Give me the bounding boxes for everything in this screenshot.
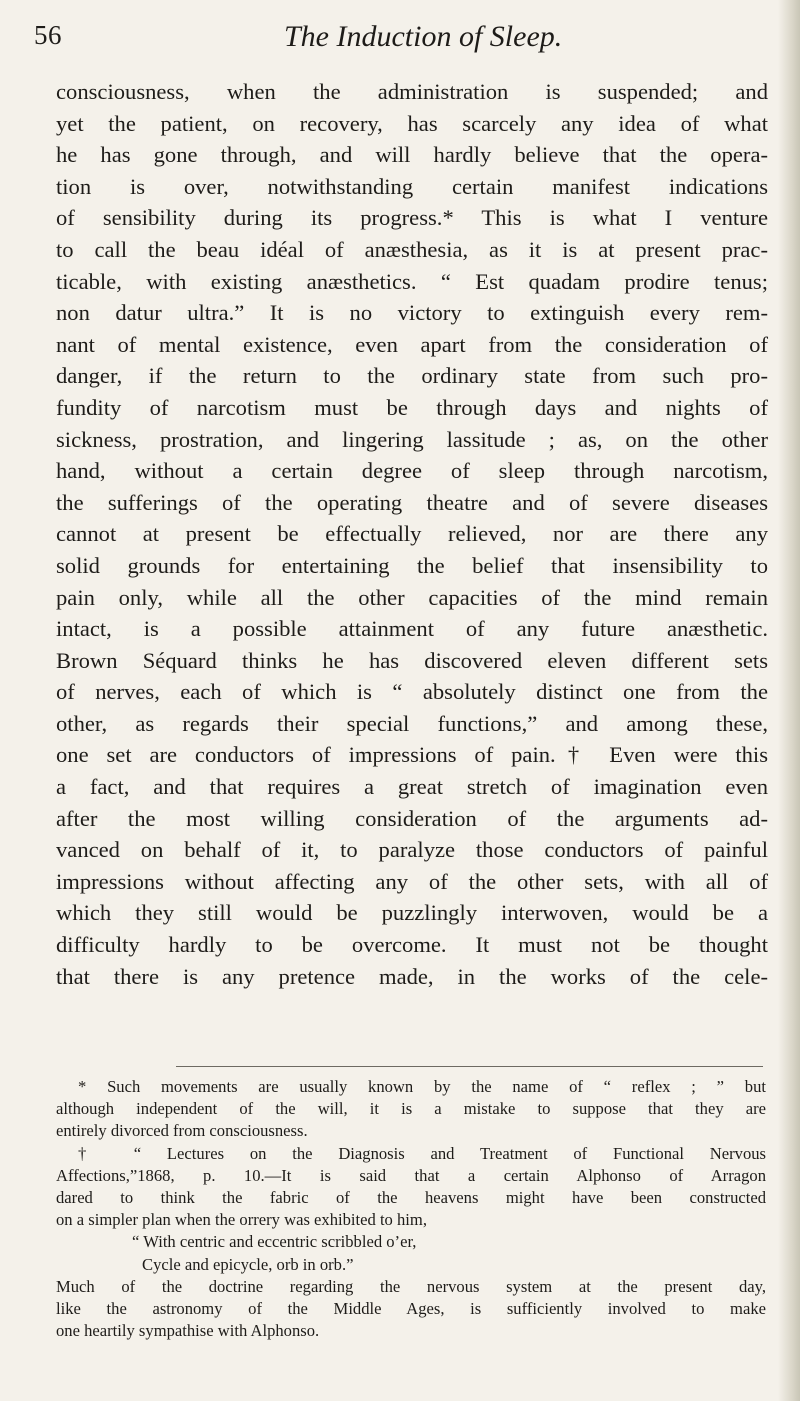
body-line: tion is over, notwithstanding certain manifest indications — [56, 173, 768, 199]
footnote-line: one heartily sympathise with Alphonso. — [56, 1321, 320, 1341]
body-line: solid grounds for entertaining the belief that insensibility to — [56, 552, 768, 578]
footnote-verse-line: “ With centric and eccentric scribbled o’er, — [132, 1232, 417, 1252]
body-line: the sufferings of the operating theatre and of severe diseases — [56, 489, 768, 515]
footnotes — [56, 1076, 766, 1342]
body-line: a fact, and that requires a great stretch of imagination even — [56, 774, 768, 800]
body-line: fundity of narcotism must be through days and nights of — [56, 394, 768, 420]
footnote-line: like the astronomy of the Middle Ages, is sufficiently involved to make — [56, 1298, 766, 1318]
footnote-line: * Such movements are usually known by the name of “ reflex ; ” but — [78, 1077, 766, 1096]
footnote-line: † “ Lectures on the Diagnosis and Treatment of Functional Nervous — [78, 1143, 766, 1163]
body-line: hand, without a certain degree of sleep through narcotism, — [56, 458, 768, 484]
body-line: difficulty hardly to be overcome. It must not be thought — [56, 932, 768, 958]
body-line: to call the beau idéal of anæsthesia, as it is at present prac- — [56, 236, 768, 262]
footnote-line: dared to think the fabric of the heavens might have been constructed — [56, 1187, 766, 1207]
running-title: The Induction of Sleep. — [284, 20, 563, 53]
body-line: ticable, with existing anæsthetics. “ Est quadam prodire tenus; — [56, 268, 768, 294]
body-line: one set are conductors of impressions of pain.† Even were this — [56, 742, 768, 768]
footnote-line: Affections,”1868, p. 10.—It is said that a certain Alphonso of Arragon — [56, 1165, 766, 1185]
page-edge-shadow — [778, 0, 800, 1401]
footnote-rule — [176, 1066, 763, 1067]
body-line: vanced on behalf of it, to paralyze those conductors of painful — [56, 837, 768, 863]
body-line: yet the patient, on recovery, has scarcely any idea of what — [56, 110, 768, 136]
body-line: of sensibility during its progress.* This is what I venture — [56, 205, 768, 231]
body-line: which they still would be puzzlingly interwoven, would be a — [56, 900, 768, 926]
body-line: that there is any pretence made, in the works of the cele- — [56, 963, 768, 989]
page-number: 56 — [34, 20, 62, 50]
body-line: other, as regards their special functions,” and among these, — [56, 710, 768, 736]
footnote-line: Much of the doctrine regarding the nervous system at the present day, — [56, 1276, 766, 1296]
body-line: cannot at present be effectually relieved, nor are there any — [56, 521, 768, 547]
body-line: after the most willing consideration of the arguments ad- — [56, 805, 768, 831]
footnote-line: on a simpler plan when the orrery was exhibited to him, — [56, 1210, 427, 1230]
body-line: consciousness, when the administration is suspended; and — [56, 79, 768, 104]
footnote-line: although independent of the will, it is a mistake to suppose that they are — [56, 1099, 766, 1119]
body-line: impressions without affecting any of the other sets, with all of — [56, 868, 768, 894]
body-line: he has gone through, and will hardly believe that the opera- — [56, 142, 768, 168]
body-text — [56, 76, 768, 992]
body-line: pain only, while all the other capacities of the mind remain — [56, 584, 768, 610]
running-head — [34, 20, 764, 64]
body-line: Brown Séquard thinks he has discovered eleven different sets — [56, 647, 768, 673]
body-line: intact, is a possible attainment of any future anæsthetic. — [56, 616, 768, 642]
footnote-verse-line: Cycle and epicycle, orb in orb.” — [142, 1254, 354, 1274]
body-line: sickness, prostration, and lingering lassitude ; as, on the other — [56, 426, 768, 452]
body-line: non datur ultra.” It is no victory to extinguish every rem- — [56, 300, 768, 326]
body-line: danger, if the return to the ordinary state from such pro- — [56, 363, 768, 389]
footnote-line: entirely divorced from consciousness. — [56, 1121, 308, 1141]
body-line: of nerves, each of which is “ absolutely distinct one from the — [56, 679, 768, 705]
body-line: nant of mental existence, even apart from the consideration of — [56, 331, 768, 357]
